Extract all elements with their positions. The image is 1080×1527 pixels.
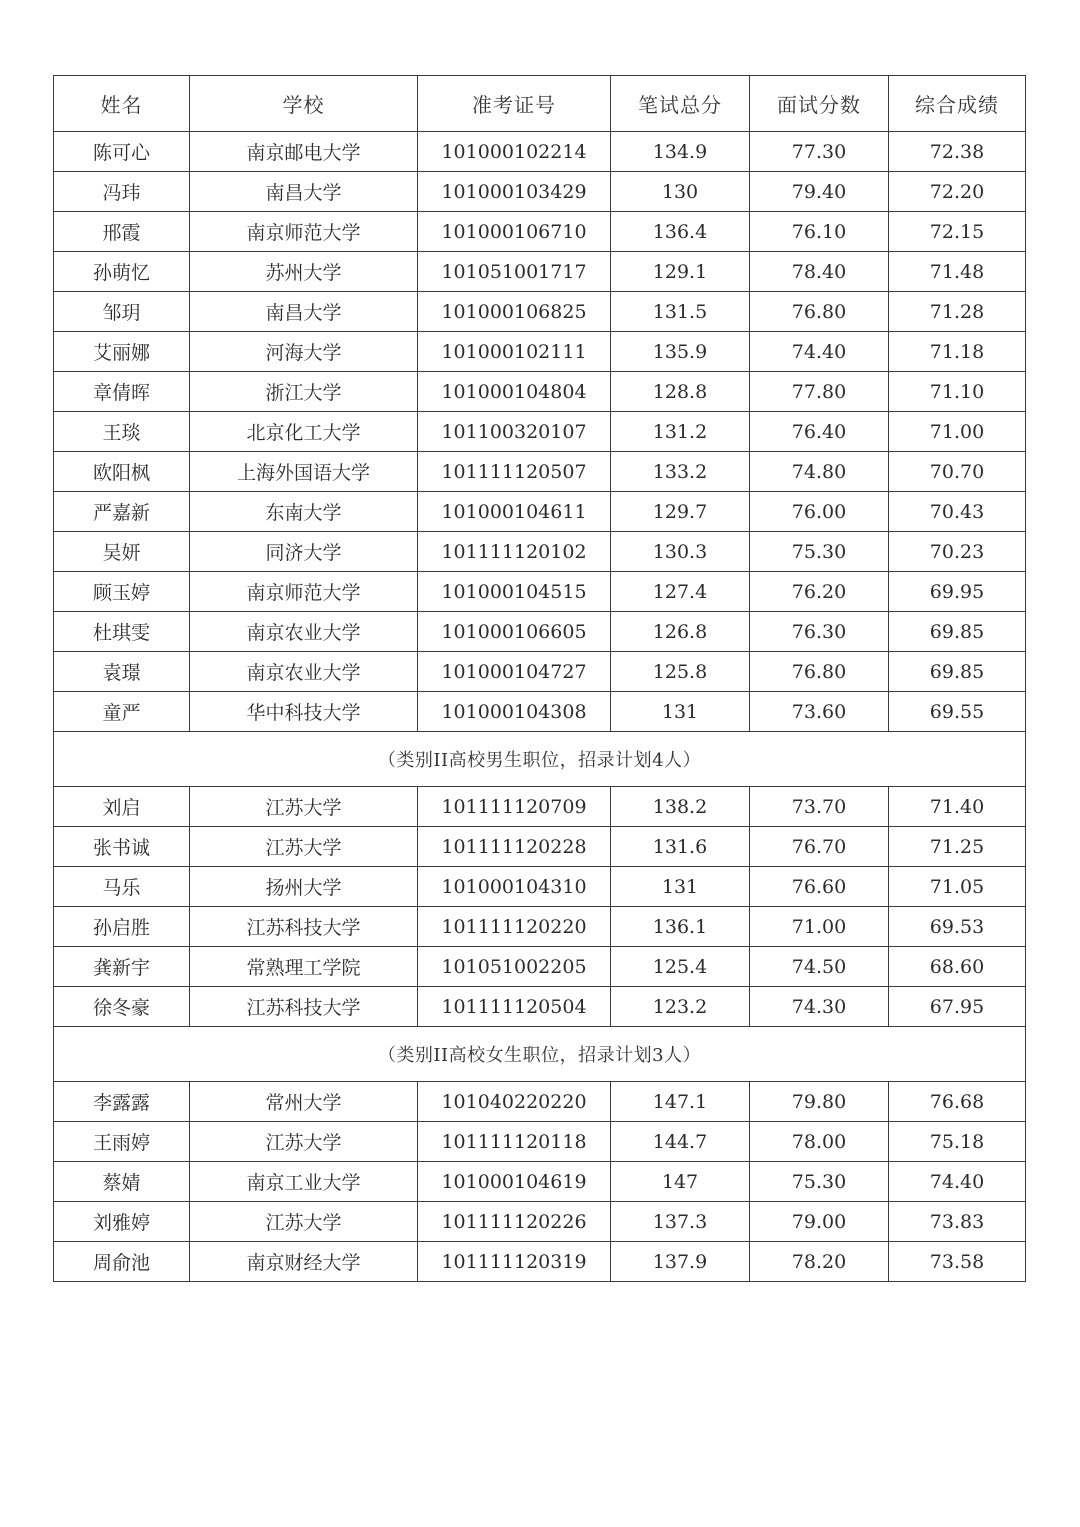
- table-row: [54, 452, 1026, 492]
- cell-overall-score: 70.43: [889, 492, 1026, 532]
- cell-interview-score: 76.80: [750, 652, 889, 692]
- cell-exam-id: 101000106825: [418, 292, 611, 332]
- cell-school: 江苏科技大学: [190, 987, 418, 1027]
- table-row: [54, 212, 1026, 252]
- cell-interview-score: 74.40: [750, 332, 889, 372]
- cell-overall-score: 72.38: [889, 132, 1026, 172]
- cell-school: 江苏大学: [190, 1122, 418, 1162]
- cell-overall-score: 71.40: [889, 787, 1026, 827]
- cell-school: 同济大学: [190, 532, 418, 572]
- cell-school: 苏州大学: [190, 252, 418, 292]
- cell-school: 东南大学: [190, 492, 418, 532]
- cell-written-score: 131: [611, 692, 750, 732]
- cell-school: 南京农业大学: [190, 612, 418, 652]
- cell-name: 艾丽娜: [54, 332, 190, 372]
- table-row: [54, 572, 1026, 612]
- cell-overall-score: 73.83: [889, 1202, 1026, 1242]
- cell-interview-score: 74.50: [750, 947, 889, 987]
- cell-school: 南京师范大学: [190, 572, 418, 612]
- cell-written-score: 131.6: [611, 827, 750, 867]
- cell-name: 王雨婷: [54, 1122, 190, 1162]
- cell-overall-score: 71.10: [889, 372, 1026, 412]
- cell-name: 欧阳枫: [54, 452, 190, 492]
- cell-written-score: 135.9: [611, 332, 750, 372]
- cell-interview-score: 76.20: [750, 572, 889, 612]
- cell-written-score: 134.9: [611, 132, 750, 172]
- table-row: [54, 172, 1026, 212]
- cell-interview-score: 76.10: [750, 212, 889, 252]
- cell-school: 南京师范大学: [190, 212, 418, 252]
- cell-overall-score: 68.60: [889, 947, 1026, 987]
- cell-overall-score: 71.05: [889, 867, 1026, 907]
- cell-interview-score: 76.00: [750, 492, 889, 532]
- cell-name: 孙启胜: [54, 907, 190, 947]
- cell-overall-score: 67.95: [889, 987, 1026, 1027]
- cell-exam-id: 101000102214: [418, 132, 611, 172]
- cell-interview-score: 71.00: [750, 907, 889, 947]
- cell-exam-id: 101000106710: [418, 212, 611, 252]
- table-row: [54, 1162, 1026, 1202]
- header-name: 姓名: [54, 76, 190, 132]
- cell-exam-id: 101111120102: [418, 532, 611, 572]
- table-row: [54, 827, 1026, 867]
- table-row: [54, 692, 1026, 732]
- cell-name: 李露露: [54, 1082, 190, 1122]
- cell-exam-id: 101051001717: [418, 252, 611, 292]
- cell-interview-score: 73.60: [750, 692, 889, 732]
- cell-name: 童严: [54, 692, 190, 732]
- cell-interview-score: 76.30: [750, 612, 889, 652]
- cell-written-score: 138.2: [611, 787, 750, 827]
- cell-interview-score: 73.70: [750, 787, 889, 827]
- cell-name: 冯玮: [54, 172, 190, 212]
- cell-overall-score: 72.20: [889, 172, 1026, 212]
- cell-school: 浙江大学: [190, 372, 418, 412]
- cell-school: 江苏大学: [190, 787, 418, 827]
- cell-school: 南京工业大学: [190, 1162, 418, 1202]
- cell-written-score: 129.7: [611, 492, 750, 532]
- header-exam-id: 准考证号: [418, 76, 611, 132]
- cell-name: 邹玥: [54, 292, 190, 332]
- cell-exam-id: 101000104611: [418, 492, 611, 532]
- section-title: （类别II高校女生职位，招录计划3人）: [54, 1027, 1026, 1082]
- cell-exam-id: 101000104727: [418, 652, 611, 692]
- cell-written-score: 133.2: [611, 452, 750, 492]
- cell-school: 常熟理工学院: [190, 947, 418, 987]
- header-row: [54, 76, 1026, 132]
- table-row: [54, 132, 1026, 172]
- table-row: [54, 1122, 1026, 1162]
- cell-interview-score: 79.00: [750, 1202, 889, 1242]
- table-row: [54, 332, 1026, 372]
- cell-school: 常州大学: [190, 1082, 418, 1122]
- cell-overall-score: 74.40: [889, 1162, 1026, 1202]
- cell-overall-score: 69.85: [889, 652, 1026, 692]
- cell-name: 顾玉婷: [54, 572, 190, 612]
- cell-name: 杜琪雯: [54, 612, 190, 652]
- section-title: （类别II高校男生职位，招录计划4人）: [54, 732, 1026, 787]
- cell-written-score: 147.1: [611, 1082, 750, 1122]
- cell-overall-score: 69.53: [889, 907, 1026, 947]
- cell-school: 上海外国语大学: [190, 452, 418, 492]
- cell-name: 周俞池: [54, 1242, 190, 1282]
- cell-overall-score: 71.48: [889, 252, 1026, 292]
- cell-exam-id: 101111120504: [418, 987, 611, 1027]
- results-table: [53, 75, 1026, 1282]
- header-overall-score: 综合成绩: [889, 76, 1026, 132]
- cell-overall-score: 71.25: [889, 827, 1026, 867]
- cell-written-score: 131.5: [611, 292, 750, 332]
- cell-exam-id: 101111120709: [418, 787, 611, 827]
- cell-name: 蔡婧: [54, 1162, 190, 1202]
- table-row: [54, 612, 1026, 652]
- cell-school: 江苏大学: [190, 827, 418, 867]
- table-body: [54, 132, 1026, 1282]
- table-row: [54, 1082, 1026, 1122]
- cell-interview-score: 75.30: [750, 532, 889, 572]
- cell-name: 徐冬豪: [54, 987, 190, 1027]
- cell-written-score: 131: [611, 867, 750, 907]
- table-row: [54, 787, 1026, 827]
- cell-interview-score: 76.40: [750, 412, 889, 452]
- cell-interview-score: 75.30: [750, 1162, 889, 1202]
- cell-exam-id: 101000102111: [418, 332, 611, 372]
- cell-overall-score: 69.85: [889, 612, 1026, 652]
- cell-school: 扬州大学: [190, 867, 418, 907]
- cell-school: 北京化工大学: [190, 412, 418, 452]
- cell-written-score: 136.1: [611, 907, 750, 947]
- cell-interview-score: 77.30: [750, 132, 889, 172]
- cell-interview-score: 74.80: [750, 452, 889, 492]
- table-row: [54, 907, 1026, 947]
- table-row: [54, 412, 1026, 452]
- cell-interview-score: 76.80: [750, 292, 889, 332]
- cell-overall-score: 71.18: [889, 332, 1026, 372]
- cell-written-score: 128.8: [611, 372, 750, 412]
- cell-overall-score: 69.55: [889, 692, 1026, 732]
- cell-name: 严嘉新: [54, 492, 190, 532]
- table-row: [54, 252, 1026, 292]
- cell-written-score: 137.3: [611, 1202, 750, 1242]
- table-row: [54, 1242, 1026, 1282]
- table-row: [54, 867, 1026, 907]
- cell-written-score: 126.8: [611, 612, 750, 652]
- header-written-score: 笔试总分: [611, 76, 750, 132]
- cell-exam-id: 101000104308: [418, 692, 611, 732]
- cell-written-score: 147: [611, 1162, 750, 1202]
- cell-overall-score: 70.23: [889, 532, 1026, 572]
- cell-written-score: 144.7: [611, 1122, 750, 1162]
- cell-written-score: 131.2: [611, 412, 750, 452]
- cell-exam-id: 101000104310: [418, 867, 611, 907]
- cell-name: 孙萌忆: [54, 252, 190, 292]
- cell-school: 江苏大学: [190, 1202, 418, 1242]
- cell-interview-score: 78.40: [750, 252, 889, 292]
- cell-exam-id: 101111120319: [418, 1242, 611, 1282]
- cell-exam-id: 101111120118: [418, 1122, 611, 1162]
- cell-school: 江苏科技大学: [190, 907, 418, 947]
- table-row: [54, 492, 1026, 532]
- cell-name: 张书诚: [54, 827, 190, 867]
- cell-exam-id: 101000103429: [418, 172, 611, 212]
- header-school: 学校: [190, 76, 418, 132]
- cell-written-score: 130: [611, 172, 750, 212]
- cell-overall-score: 70.70: [889, 452, 1026, 492]
- cell-overall-score: 76.68: [889, 1082, 1026, 1122]
- table-row: [54, 987, 1026, 1027]
- cell-name: 刘雅婷: [54, 1202, 190, 1242]
- cell-written-score: 137.9: [611, 1242, 750, 1282]
- cell-name: 刘启: [54, 787, 190, 827]
- cell-written-score: 130.3: [611, 532, 750, 572]
- cell-name: 章倩晖: [54, 372, 190, 412]
- cell-school: 南京邮电大学: [190, 132, 418, 172]
- cell-exam-id: 101000104619: [418, 1162, 611, 1202]
- table-row: [54, 947, 1026, 987]
- table-row: [54, 1202, 1026, 1242]
- cell-exam-id: 101111120228: [418, 827, 611, 867]
- cell-overall-score: 73.58: [889, 1242, 1026, 1282]
- cell-interview-score: 74.30: [750, 987, 889, 1027]
- section-header-row: [54, 732, 1026, 787]
- cell-written-score: 129.1: [611, 252, 750, 292]
- cell-written-score: 125.8: [611, 652, 750, 692]
- cell-exam-id: 101000104804: [418, 372, 611, 412]
- cell-name: 邢霞: [54, 212, 190, 252]
- table-row: [54, 532, 1026, 572]
- cell-overall-score: 71.28: [889, 292, 1026, 332]
- cell-school: 华中科技大学: [190, 692, 418, 732]
- cell-exam-id: 101051002205: [418, 947, 611, 987]
- results-sheet: [53, 75, 1025, 1282]
- cell-name: 陈可心: [54, 132, 190, 172]
- cell-interview-score: 77.80: [750, 372, 889, 412]
- cell-overall-score: 71.00: [889, 412, 1026, 452]
- cell-name: 龚新宇: [54, 947, 190, 987]
- cell-name: 马乐: [54, 867, 190, 907]
- cell-overall-score: 69.95: [889, 572, 1026, 612]
- cell-interview-score: 76.60: [750, 867, 889, 907]
- section-header-row: [54, 1027, 1026, 1082]
- cell-name: 袁璟: [54, 652, 190, 692]
- cell-written-score: 125.4: [611, 947, 750, 987]
- table-row: [54, 372, 1026, 412]
- cell-exam-id: 101111120220: [418, 907, 611, 947]
- cell-school: 河海大学: [190, 332, 418, 372]
- cell-interview-score: 78.00: [750, 1122, 889, 1162]
- cell-name: 王琰: [54, 412, 190, 452]
- cell-school: 南京农业大学: [190, 652, 418, 692]
- cell-name: 吴妍: [54, 532, 190, 572]
- cell-exam-id: 101000104515: [418, 572, 611, 612]
- cell-interview-score: 78.20: [750, 1242, 889, 1282]
- cell-exam-id: 101040220220: [418, 1082, 611, 1122]
- cell-school: 南昌大学: [190, 172, 418, 212]
- cell-overall-score: 72.15: [889, 212, 1026, 252]
- cell-exam-id: 101111120226: [418, 1202, 611, 1242]
- cell-school: 南京财经大学: [190, 1242, 418, 1282]
- cell-written-score: 136.4: [611, 212, 750, 252]
- cell-exam-id: 101000106605: [418, 612, 611, 652]
- cell-overall-score: 75.18: [889, 1122, 1026, 1162]
- cell-exam-id: 101111120507: [418, 452, 611, 492]
- table-row: [54, 292, 1026, 332]
- header-interview-score: 面试分数: [750, 76, 889, 132]
- cell-school: 南昌大学: [190, 292, 418, 332]
- cell-interview-score: 79.40: [750, 172, 889, 212]
- cell-written-score: 127.4: [611, 572, 750, 612]
- cell-interview-score: 76.70: [750, 827, 889, 867]
- cell-exam-id: 101100320107: [418, 412, 611, 452]
- cell-interview-score: 79.80: [750, 1082, 889, 1122]
- cell-written-score: 123.2: [611, 987, 750, 1027]
- table-row: [54, 652, 1026, 692]
